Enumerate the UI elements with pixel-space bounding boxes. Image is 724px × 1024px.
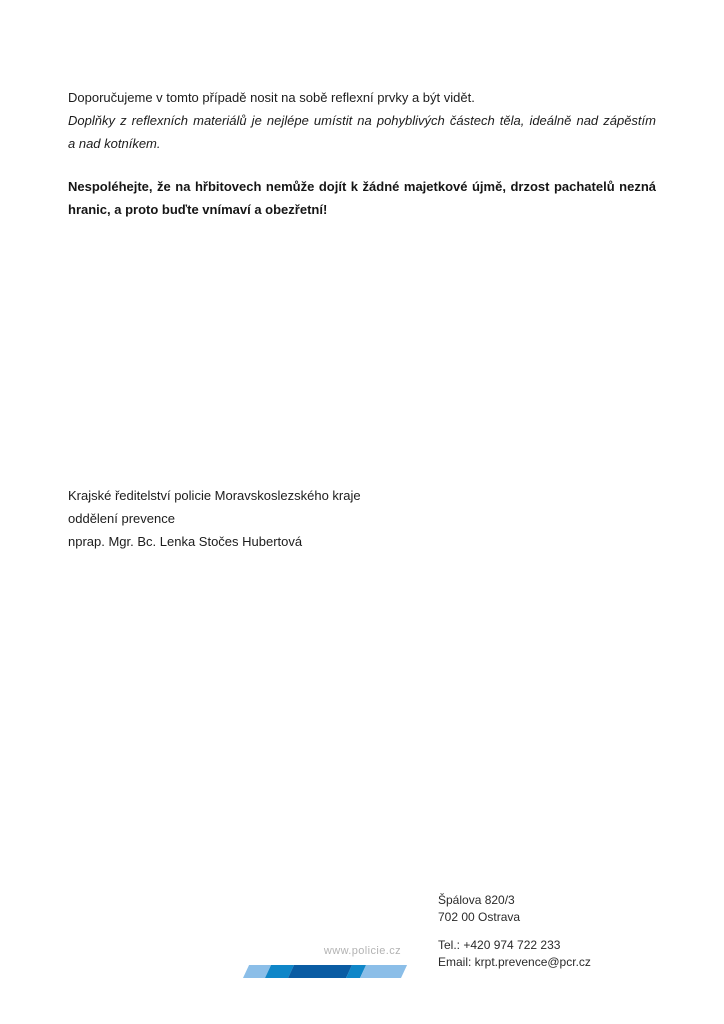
paragraph-spacer xyxy=(68,155,656,175)
text-line: Doplňky z reflexních materiálů je nejlépe umístit na pohyblivých částech těla, ideálně nad zápěstím xyxy=(68,113,656,128)
address-street: Špálova 820/3 xyxy=(438,893,515,907)
stripe-segment-light xyxy=(360,965,407,978)
stripe-segment-dark xyxy=(288,965,352,978)
phone-number: Tel.: +420 974 722 233 xyxy=(438,938,561,952)
body-text-block xyxy=(68,86,656,221)
signature-author-name: nprap. Mgr. Bc. Lenka Stočes Hubertová xyxy=(68,534,303,549)
signature-block xyxy=(68,484,361,553)
signature-organization: Krajské ředitelství policie Moravskoslezského kraje xyxy=(68,488,361,503)
police-stripe-icon xyxy=(243,965,407,978)
address-city: 702 00 Ostrava xyxy=(438,910,521,924)
paragraph-reflective-tips xyxy=(68,109,656,155)
contact-spacer xyxy=(438,926,591,937)
signature-department: oddělení prevence xyxy=(68,511,175,526)
police-logo xyxy=(243,945,403,978)
footer-contact-block xyxy=(438,892,591,971)
email-address: Email: krpt.prevence@pcr.cz xyxy=(438,955,591,969)
paragraph-warning xyxy=(68,175,656,221)
text-line: hranic, a proto buďte vnímaví a obezřetní! xyxy=(68,202,328,217)
website-url: www.policie.cz xyxy=(323,945,401,957)
paragraph-recommendation xyxy=(68,86,656,109)
text-line: a nad kotníkem. xyxy=(68,136,161,151)
text-line: Nespoléhejte, že na hřbitovech nemůže dojít k žádné majetkové újmě, drzost pachatelů nezná xyxy=(68,179,656,194)
text-line: Doporučujeme v tomto případě nosit na sobě reflexní prvky a být vidět. xyxy=(68,90,475,105)
